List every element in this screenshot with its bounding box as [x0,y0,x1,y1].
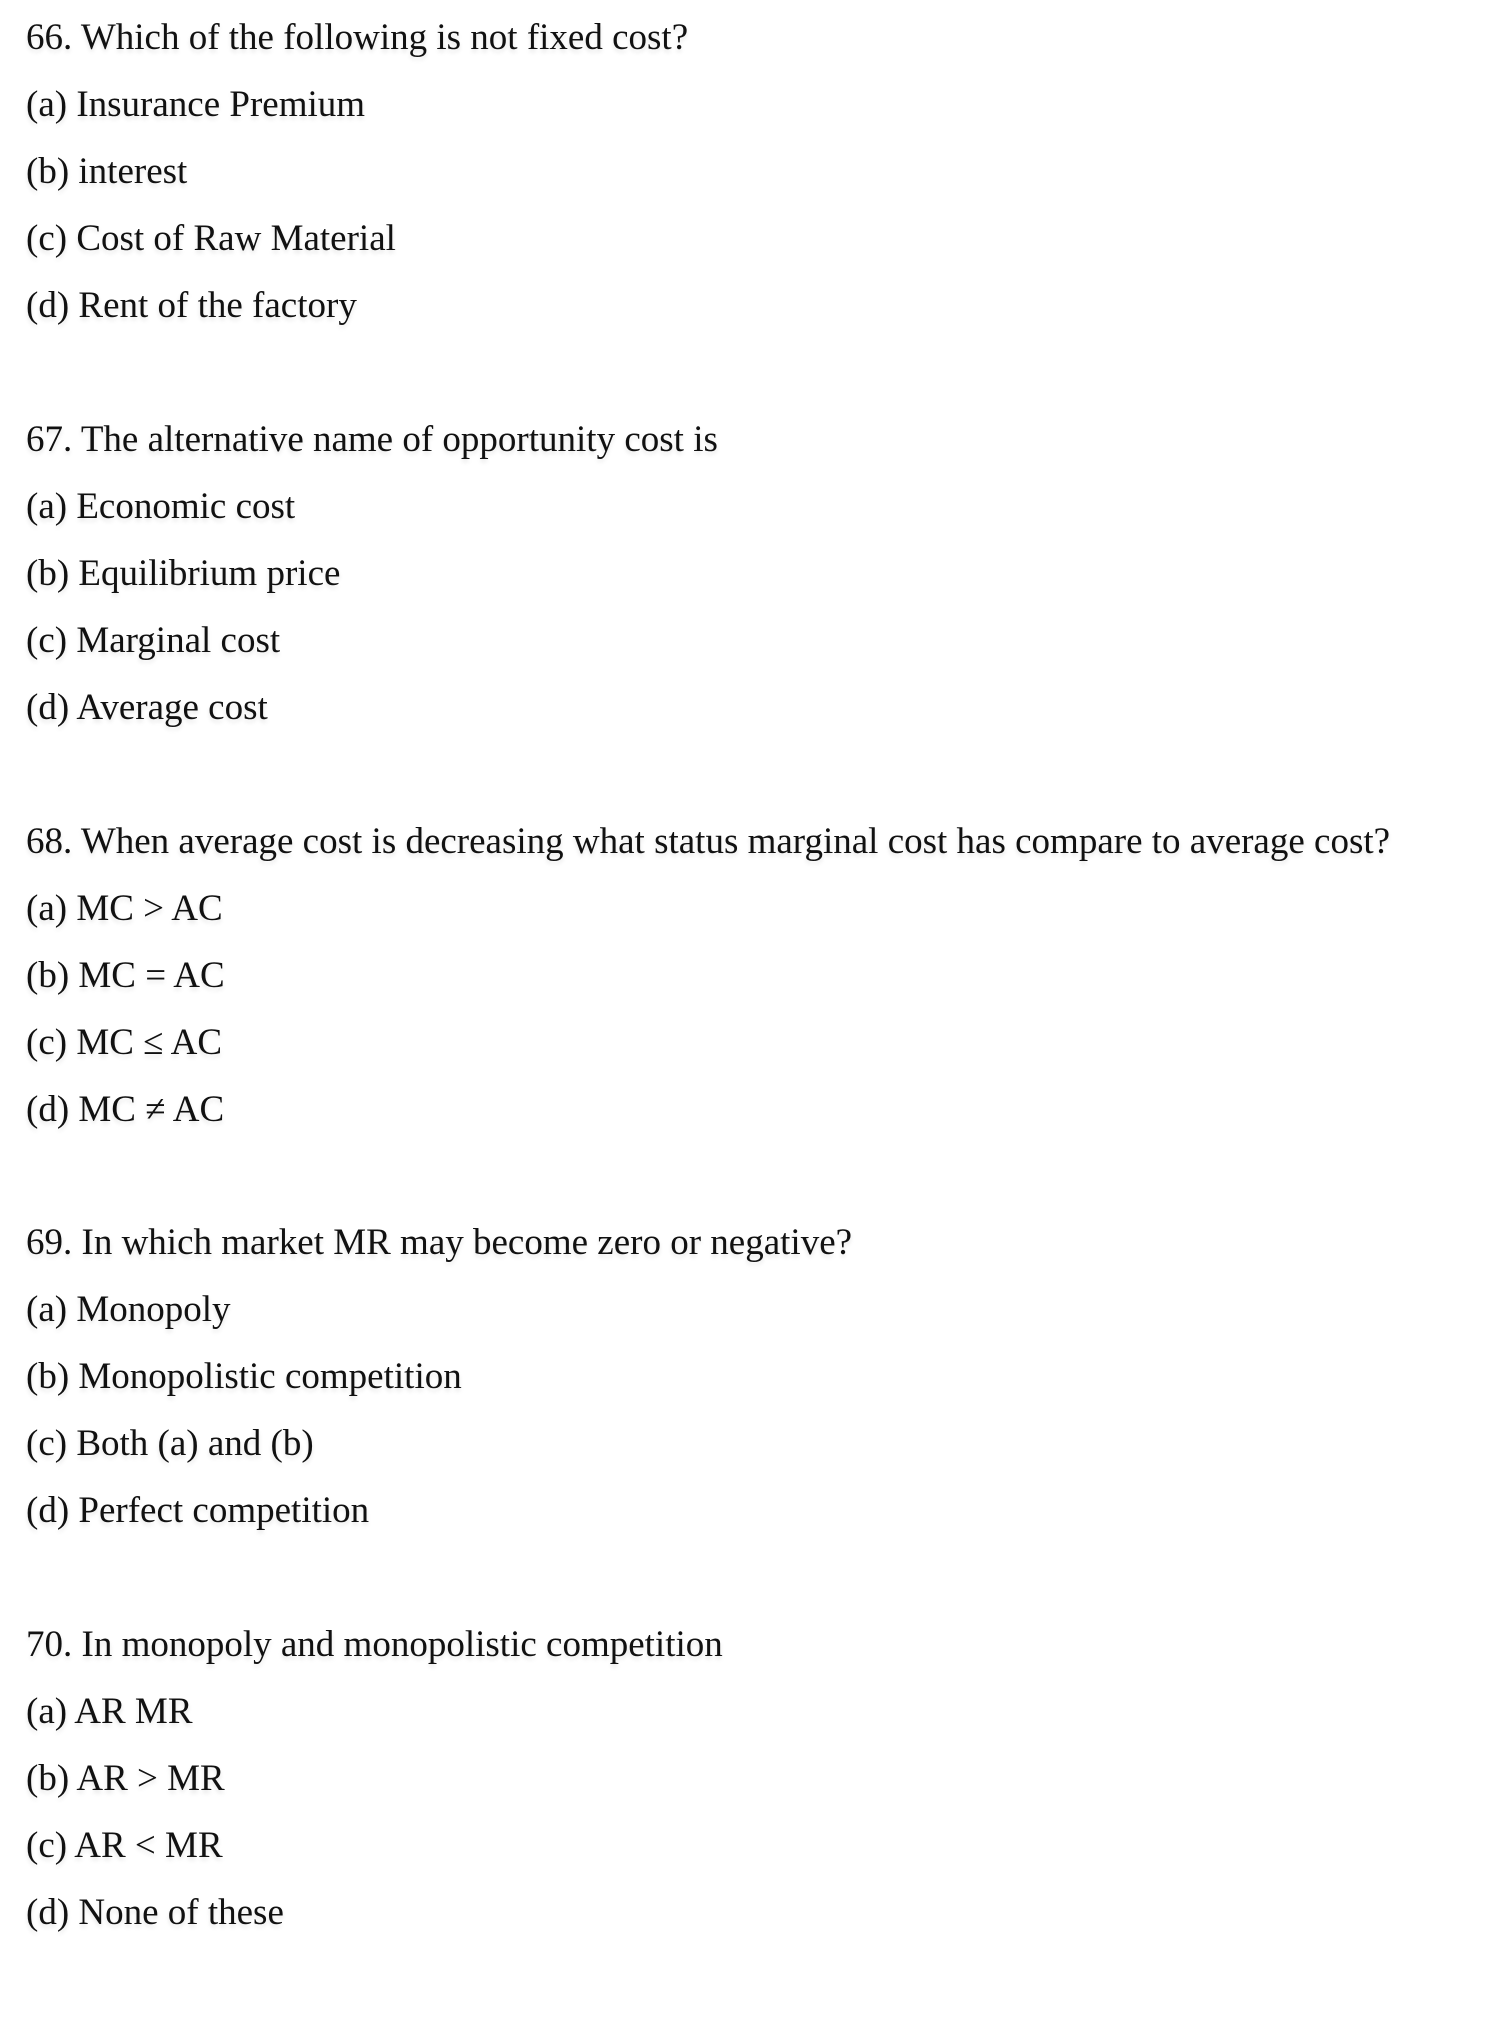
option-a: (a) MC > AC [26,888,223,929]
option-a: (a) Economic cost [26,486,296,527]
option-b: (b) AR > MR [26,1758,225,1799]
option-c: (c) MC ≤ AC [26,1022,223,1063]
option-c: (c) AR < MR [26,1825,223,1866]
option-d: (d) MC ≠ AC [26,1089,225,1130]
option-d: (d) Perfect competition [26,1490,370,1531]
option-d: (d) None of these [26,1892,284,1933]
option-d: (d) Rent of the factory [26,285,357,326]
option-c: (c) Marginal cost [26,620,281,661]
question-text: 67. The alternative name of opportunity cost is [26,419,718,460]
option-b: (b) Monopolistic competition [26,1356,462,1397]
option-a: (a) AR MR [26,1691,193,1732]
question-text: 68. When average cost is decreasing what status marginal cost has compare to average cost? [26,821,1391,862]
question-text: 66. Which of the following is not fixed cost? [26,17,689,58]
option-c: (c) Both (a) and (b) [26,1423,314,1464]
option-c: (c) Cost of Raw Material [26,218,396,259]
option-a: (a) Insurance Premium [26,84,366,125]
option-a: (a) Monopoly [26,1289,231,1330]
option-b: (b) MC = AC [26,955,225,996]
option-b: (b) interest [26,151,188,192]
question-text: 70. In monopoly and monopolistic competition [26,1624,723,1665]
option-d: (d) Average cost [26,687,268,728]
question-text: 69. In which market MR may become zero or negative? [26,1222,853,1263]
option-b: (b) Equilibrium price [26,553,341,594]
